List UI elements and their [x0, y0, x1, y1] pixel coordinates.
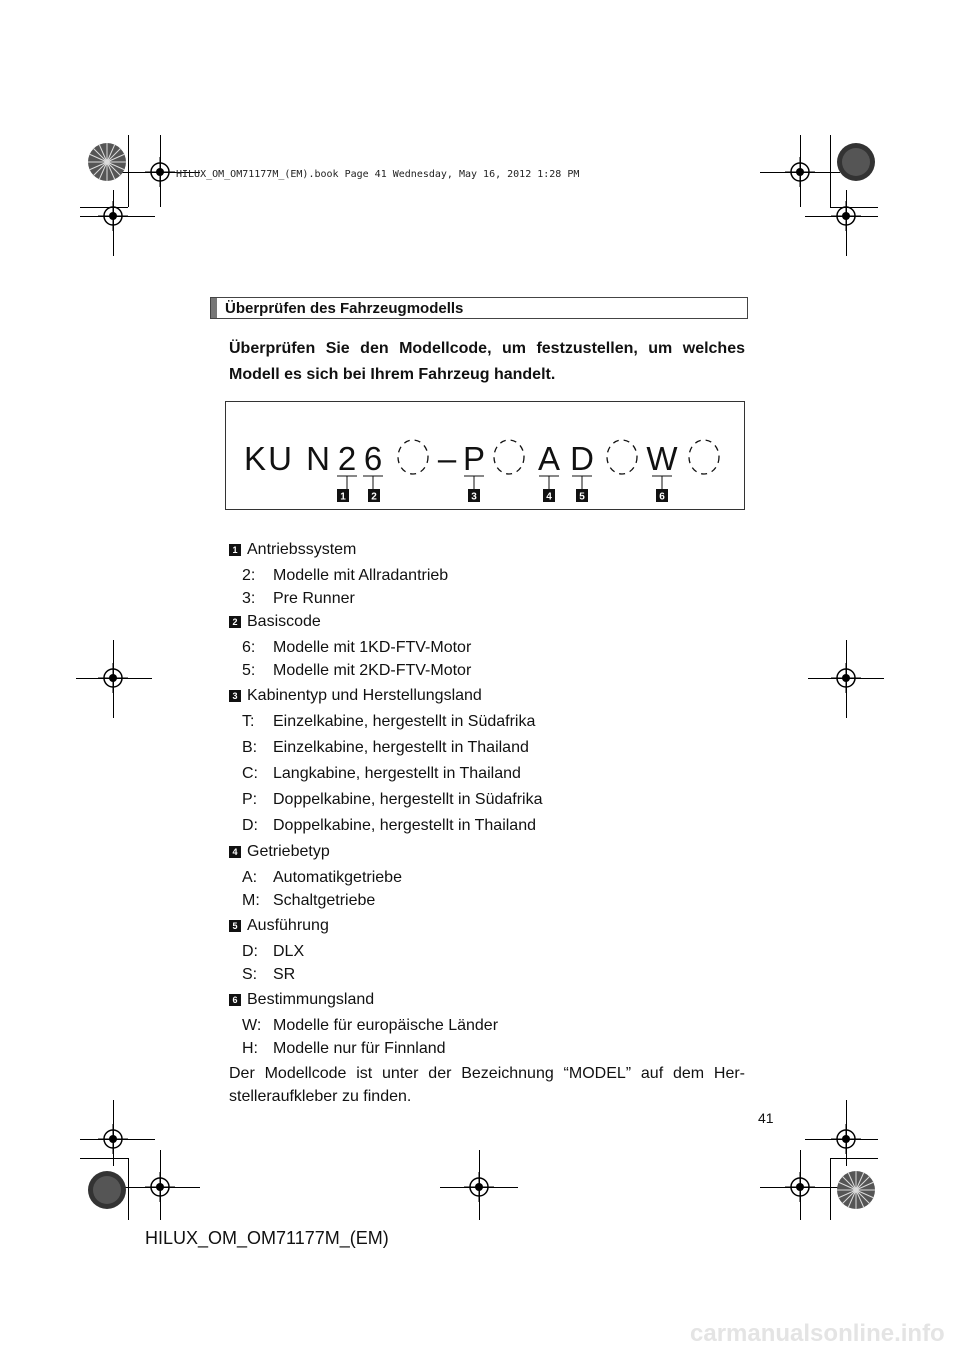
code-description: Modelle mit 1KD-FTV-Motor [273, 639, 472, 656]
placeholder-slot [689, 440, 719, 474]
callout-number: 6 [659, 491, 665, 503]
crop-line [830, 1158, 878, 1159]
code-value: B: [242, 739, 258, 756]
code-description: Automatikgetriebe [273, 869, 402, 886]
code-value: H: [242, 1040, 258, 1057]
model-code-char: U [268, 440, 292, 477]
code-value: T: [242, 713, 255, 730]
registration-mark-icon [785, 157, 815, 187]
code-description: Modelle nur für Finnland [273, 1040, 446, 1057]
category-number-badge: 5 [229, 920, 241, 932]
registration-mark-icon [98, 663, 128, 693]
code-description: Pre Runner [273, 590, 355, 607]
callout-number: 1 [340, 491, 346, 503]
code-value: 3: [242, 590, 256, 607]
crop-line [830, 135, 831, 207]
code-value: A: [242, 869, 258, 886]
callout-number: 4 [546, 491, 552, 503]
category-header [229, 840, 749, 864]
section-header [210, 297, 748, 319]
category-header [229, 610, 749, 634]
code-description: Doppelkabine, hergestellt in Südafrika [273, 791, 543, 808]
model-code-char: A [537, 440, 561, 477]
code-description: Doppelkabine, hergestellt in Thailand [273, 817, 536, 834]
category-label: Basiscode [247, 613, 321, 630]
code-item [229, 636, 749, 659]
callout-number: 3 [471, 491, 477, 503]
star-target-icon [836, 1170, 876, 1210]
category-number-badge: 3 [229, 690, 241, 702]
code-description: Modelle mit 2KD-FTV-Motor [273, 662, 472, 679]
category-header [229, 988, 749, 1012]
code-item [229, 710, 749, 736]
code-value: 6: [242, 639, 256, 656]
placeholder-slot [398, 440, 428, 474]
code-description: Einzelkabine, hergestellt in Thailand [273, 739, 529, 756]
registration-mark-icon [831, 663, 861, 693]
registration-mark-icon [831, 1124, 861, 1154]
code-description: SR [273, 966, 296, 983]
registration-mark-icon [831, 201, 861, 231]
crop-line [830, 1158, 831, 1220]
code-value: D: [242, 943, 258, 960]
category-label: Kabinentyp und Herstellungsland [247, 687, 482, 704]
registration-mark-icon [145, 157, 175, 187]
category-number-badge: 1 [229, 544, 241, 556]
callout-number: 2 [371, 491, 377, 503]
star-target-icon [87, 142, 127, 182]
model-code-char: 6 [363, 440, 383, 477]
code-description: DLX [273, 943, 305, 960]
category-number-badge: 4 [229, 846, 241, 858]
placeholder-slot [607, 440, 637, 474]
registration-mark-icon [464, 1172, 494, 1202]
callout-number: 5 [579, 491, 585, 503]
code-value: D: [242, 817, 258, 834]
crop-line [128, 135, 129, 207]
code-value: P: [242, 791, 258, 808]
code-item [229, 587, 749, 610]
model-code-char: N [306, 440, 330, 477]
code-description: Langkabine, hergestellt in Thailand [273, 765, 521, 782]
code-value: M: [242, 892, 260, 909]
category-group [229, 684, 749, 840]
intro-text: Überprüfen Sie den Modellcode, um festzustellen, um welches Modell es sich bei Ihrem Fahrzeug handelt. [229, 340, 745, 383]
code-value: 2: [242, 567, 256, 584]
watermark: carmanualsonline.info [690, 1320, 945, 1347]
category-group [229, 914, 749, 986]
code-item [229, 1014, 749, 1037]
model-code-char: W [646, 440, 678, 477]
code-item [229, 659, 749, 682]
star-target-icon [836, 142, 876, 182]
category-header [229, 538, 749, 562]
page-number: 41 [758, 1110, 774, 1126]
registration-mark-icon [785, 1172, 815, 1202]
code-item [229, 1037, 749, 1060]
category-header [229, 684, 749, 708]
category-group [229, 988, 749, 1060]
code-item [229, 866, 749, 889]
code-item [229, 963, 749, 986]
code-item [229, 814, 749, 840]
code-item [229, 889, 749, 912]
code-value: 5: [242, 662, 256, 679]
code-description: Schaltgetriebe [273, 892, 376, 909]
code-value: W: [242, 1017, 262, 1034]
code-description: Modelle für europäische Länder [273, 1017, 499, 1034]
category-header [229, 914, 749, 938]
code-item [229, 736, 749, 762]
category-group [229, 840, 749, 912]
category-group [229, 610, 749, 682]
registration-mark-icon [145, 1172, 175, 1202]
footer-code: HILUX_OM_OM71177M_(EM) [145, 1228, 389, 1248]
star-target-icon [87, 1170, 127, 1210]
outro-text: Der Modellcode ist unter der Bezeichnung “MODEL” auf dem Her-stelleraufkleber zu finden. [229, 1065, 745, 1105]
model-code-char: D [570, 440, 594, 477]
code-description: Modelle mit Allradantrieb [273, 567, 449, 584]
code-item [229, 564, 749, 587]
model-code-char: K [243, 440, 267, 477]
category-label: Antriebssystem [247, 541, 357, 558]
model-code-char: 2 [337, 440, 357, 477]
category-number-badge: 6 [229, 994, 241, 1006]
placeholder-slot [494, 440, 524, 474]
registration-mark-icon [98, 1124, 128, 1154]
code-description: Einzelkabine, hergestellt in Südafrika [273, 713, 536, 730]
code-item [229, 940, 749, 963]
crop-line [128, 1158, 129, 1220]
section-title: Überprüfen des Fahrzeugmodells [225, 300, 464, 317]
model-code-svg [226, 402, 746, 511]
code-value: S: [242, 966, 258, 983]
model-code-char: – [437, 440, 457, 477]
model-code-diagram [225, 401, 745, 510]
crop-line [80, 1158, 128, 1159]
model-code-char: P [462, 440, 486, 477]
code-value: C: [242, 765, 258, 782]
registration-mark-icon [98, 201, 128, 231]
category-label: Bestimmungsland [247, 991, 375, 1008]
category-label: Ausführung [247, 917, 329, 934]
section-header-bar [211, 298, 217, 318]
code-item [229, 762, 749, 788]
book-header-line: HILUX_OM_OM71177M_(EM).book Page 41 Wednesday, May 16, 2012 1:28 PM [176, 169, 580, 180]
category-group [229, 538, 749, 610]
code-item [229, 788, 749, 814]
category-label: Getriebetyp [247, 843, 330, 860]
category-number-badge: 2 [229, 616, 241, 628]
